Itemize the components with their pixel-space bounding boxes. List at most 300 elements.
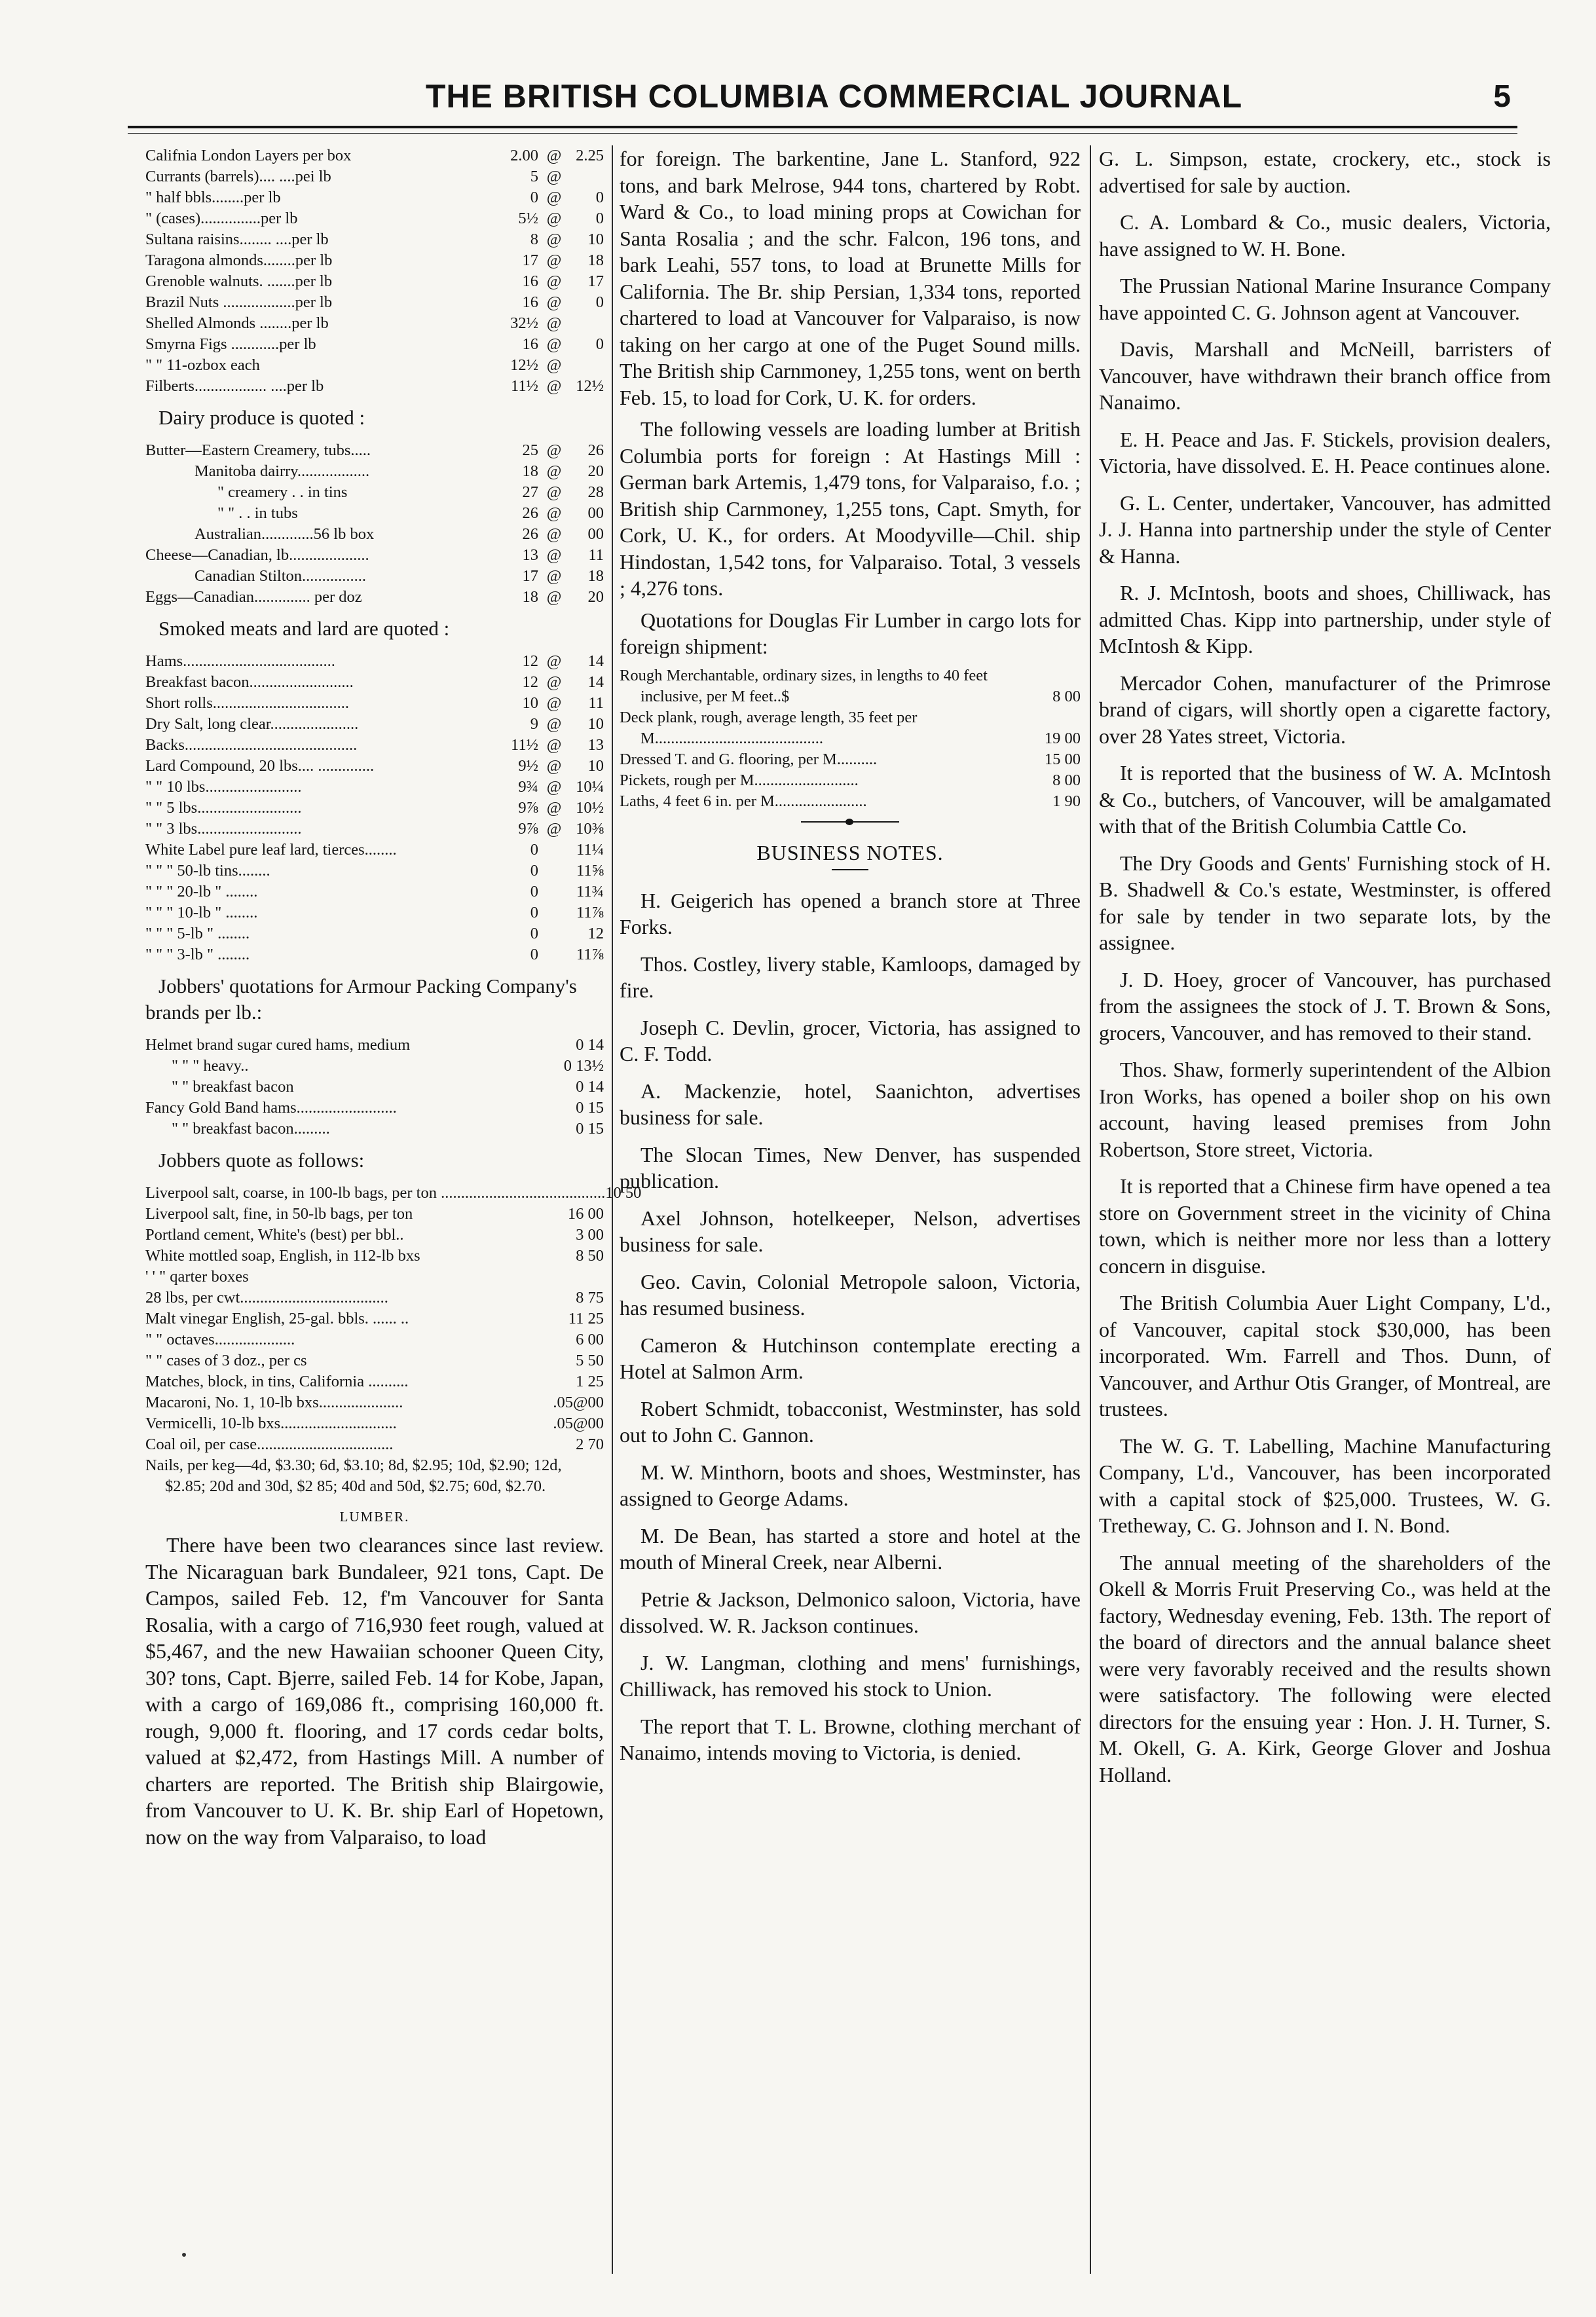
item-price: 8 00	[1052, 687, 1081, 705]
business-notes-list-continued	[1099, 145, 1551, 1788]
jobbers-row	[145, 1225, 604, 1246]
armour-row	[145, 1056, 604, 1077]
price-low: 9⅞	[518, 799, 538, 817]
price-row	[145, 902, 604, 923]
item-name: Liverpool salt, fine, in 50-lb bags, per ton	[145, 1205, 413, 1223]
price-low: 0	[530, 946, 538, 963]
column-markets	[145, 145, 642, 2280]
armour-row	[145, 1098, 604, 1119]
price-low: 8	[530, 231, 538, 248]
item-name: Laths, 4 feet 6 in. per M.......................	[620, 792, 867, 810]
item-name: " " " 50-lb tins........	[145, 862, 270, 880]
item-price: 15 00	[1044, 750, 1081, 768]
price-sep: @	[546, 293, 562, 311]
lumber-heading: LUMBER.	[339, 1509, 410, 1525]
item-name: Australian.............56 lb box	[195, 525, 375, 543]
item-price: .05@00	[553, 1415, 604, 1432]
jobbers-row	[145, 1350, 604, 1371]
lumber-price-row	[620, 665, 1081, 707]
jobbers-row	[145, 1267, 604, 1288]
price-row	[145, 840, 604, 861]
business-note: Davis, Marshall and McNeill, barristers of Vancouver, have withdrawn their branch office from Nanaimo.	[1099, 337, 1551, 414]
item-price: 19 00	[1044, 729, 1081, 747]
price-row	[145, 566, 604, 587]
jobbers-row	[145, 1392, 604, 1413]
price-high: 17	[587, 272, 604, 290]
price-low: 9	[530, 715, 538, 733]
item-name: Deck plank, rough, average length, 35 feet per M..........................................	[620, 708, 918, 747]
price-sep	[538, 881, 570, 902]
business-note: The annual meeting of the shareholders of the Okell & Morris Fruit Preserving Co., was held at the factory, Wednesday evening, Feb. 13th. The report of the board of directors and the annual balance sheet were very favorably received and the results shown were satisfactory. The following were elected directors for the ensuing year : Hon. J. H. Turner, S. M. Okell, G. A. Kirk, George Glover and Joshua Holland.	[1099, 1550, 1551, 1787]
business-notes-heading: BUSINESS NOTES.	[756, 840, 944, 864]
business-note: Petrie & Jackson, Delmonico saloon, Victoria, have dissolved. W. R. Jackson continues.	[620, 1587, 1081, 1637]
item-name: Coal oil, per case..................................	[145, 1436, 394, 1453]
item-name: Matches, block, in tins, California ..........	[145, 1373, 409, 1390]
price-low: 0	[530, 862, 538, 880]
business-note: Axel Johnson, hotelkeeper, Nelson, advertises business for sale.	[620, 1206, 1081, 1256]
jobbers-price-list	[145, 1183, 642, 1455]
item-price: 10 50	[605, 1184, 642, 1202]
price-sep: @	[546, 820, 562, 838]
price-sep: @	[546, 272, 562, 290]
business-note: The report that T. L. Browne, clothing merchant of Nanaimo, intends moving to Victoria, is denied.	[620, 1714, 1081, 1764]
business-note: M. W. Minthorn, boots and shoes, Westminster, has assigned to George Adams.	[620, 1460, 1081, 1510]
jobbers-row	[145, 1371, 604, 1392]
item-price: 0 14	[576, 1078, 604, 1096]
price-sep: @	[546, 715, 562, 733]
item-name: Fancy Gold Band hams.........................	[145, 1099, 397, 1117]
item-name: " " 5 lbs..........................	[145, 799, 302, 817]
dairy-intro: Dairy produce is quoted :	[158, 406, 365, 429]
item-price: .05@00	[553, 1394, 604, 1411]
item-name: Hams......................................	[145, 652, 335, 670]
vessels-paragraph: The following vessels are loading lumber at British Columbia ports for foreign : At Hastings Mill : German bark Artemis, 1,479 tons, for Valparaiso, f.o. ; British ship Carnmoney, 1,255 tons, Capt. Smyth, for Cork, U. K., for orders. At Moodyville—Chil. ship Hindostan, 1,542 tons, for Valparaiso. Total, 3 vessels ; 4,276 tons.	[620, 417, 1081, 600]
price-high: 11⅝	[576, 862, 604, 880]
jobbers-row	[145, 1329, 604, 1350]
price-high: 11⅞	[576, 946, 604, 963]
armour-price-list	[145, 1035, 604, 1140]
price-low: 2.00	[510, 147, 538, 164]
business-note: Robert Schmidt, tobacconist, Westminster, has sold out to John C. Gannon.	[620, 1396, 1081, 1447]
business-note: E. H. Peace and Jas. F. Stickels, provision dealers, Victoria, have dissolved. E. H. Peace continues alone.	[1099, 427, 1551, 477]
business-note: It is reported that a Chinese firm have opened a tea store on Government street in the vicinity of China town, which is neither more nor less than a lottery concern in disguise.	[1099, 1174, 1551, 1278]
business-notes-list	[620, 887, 1081, 1766]
price-low: 16	[522, 335, 538, 353]
armour-intro: Jobbers' quotations for Armour Packing Company's brands per lb.:	[145, 974, 577, 1024]
lumber-paragraph: There have been two clearances since last review. The Nicaraguan bark Bundaleer, 921 tons, Capt. De Campos, sailed Feb. 12, f'm Vancouver for Santa Rosalia, with a cargo of 716,930 feet rough, valued at $5,467, and the new Hawaiian schooner Queen City, 30? tons, Capt. Bjerre, sailed Feb. 14 for Kobe, Japan, with a cargo of 169,086 ft., comprising 160,000 ft. rough, 9,000 ft. flooring, and 17 cords cedar bolts, valued at $2,472, from Hastings Mill. A number of charters are reported. The British ship Blairgowie, from Vancouver to U. K. Br. ship Earl of Hopetown, now on the way from Valparaiso, to load	[145, 1533, 604, 1849]
price-low: 5½	[518, 210, 538, 227]
jobbers-row	[145, 1204, 604, 1225]
price-low: 10	[522, 694, 538, 712]
price-high: 10½	[576, 799, 604, 817]
price-low: 25	[522, 441, 538, 459]
item-name: Brazil Nuts ..................per lb	[145, 293, 333, 311]
jobbers-row	[145, 1434, 604, 1455]
item-price: 0 14	[576, 1036, 604, 1054]
price-high: 14	[587, 673, 604, 691]
business-note: Cameron & Hutchinson contemplate erecting a Hotel at Salmon Arm.	[620, 1333, 1081, 1383]
price-high: 00	[587, 504, 604, 522]
price-high: 13	[587, 736, 604, 754]
item-price: 6 00	[576, 1331, 604, 1348]
item-price: 1 90	[1052, 792, 1081, 810]
price-high: 11⅞	[576, 904, 604, 921]
column-lumber-business	[620, 145, 1081, 2280]
price-high: 11¼	[576, 841, 604, 859]
business-note: The Slocan Times, New Denver, has suspended publication.	[620, 1142, 1081, 1193]
price-high: 20	[587, 462, 604, 480]
business-note: The W. G. T. Labelling, Machine Manufacturing Company, L'd., Vancouver, has been incorporated with a capital stock of $25,000. Trustees, W. G. Tretheway, C. G. Johnson and I. N. Bond.	[1099, 1434, 1551, 1537]
price-row	[145, 334, 604, 355]
business-note: Mercador Cohen, manufacturer of the Primrose brand of cigars, will shortly open a cigarette factory, over 28 Yates street, Victoria.	[1099, 671, 1551, 748]
price-low: 0	[530, 904, 538, 921]
item-name: " " cases of 3 doz., per cs	[145, 1352, 307, 1369]
jobbers-row	[145, 1288, 604, 1308]
armour-row	[145, 1035, 604, 1056]
item-price: 0 13½	[563, 1057, 604, 1075]
item-name: Currants (barrels).... ....pei lb	[145, 168, 331, 185]
price-row	[145, 250, 604, 271]
price-row	[145, 798, 604, 819]
item-name: White Label pure leaf lard, tierces........	[145, 841, 397, 859]
business-note: J. D. Hoey, grocer of Vancouver, has purchased from the assignees the stock of J. T. Brown & Sons, grocers, Vancouver, and has removed to their stand.	[1099, 967, 1551, 1045]
item-name: White mottled soap, English, in 112-lb bxs	[145, 1247, 420, 1265]
business-note: C. A. Lombard & Co., music dealers, Victoria, have assigned to W. H. Bone.	[1099, 210, 1551, 261]
lumber-price-row	[620, 791, 1081, 812]
stray-mark	[182, 2253, 186, 2257]
price-high: 0	[595, 335, 604, 353]
item-name: Filberts.................. ....per lb	[145, 377, 324, 395]
item-name: Smyrna Figs ............per lb	[145, 335, 316, 353]
price-high: 2.25	[576, 147, 604, 164]
item-name: Dressed T. and G. flooring, per M..........	[620, 750, 878, 768]
item-name: Vermicelli, 10-lb bxs.............................	[145, 1415, 397, 1432]
price-row	[145, 503, 604, 524]
price-sep: @	[546, 588, 562, 606]
price-low: 9½	[518, 757, 538, 775]
item-price	[542, 1267, 604, 1288]
price-row	[145, 756, 604, 777]
price-row	[145, 587, 604, 608]
price-high: 26	[587, 441, 604, 459]
price-low: 26	[522, 525, 538, 543]
item-name: " " 11-ozbox each	[145, 356, 260, 374]
item-name: " " breakfast bacon.........	[172, 1120, 330, 1138]
price-row	[145, 861, 604, 881]
price-sep: @	[546, 231, 562, 248]
price-high: 10	[587, 757, 604, 775]
item-name: Taragona almonds........per lb	[145, 251, 333, 269]
price-row	[145, 651, 604, 672]
dairy-price-list	[145, 440, 604, 608]
price-sep: @	[546, 673, 562, 691]
item-name: " " octaves....................	[145, 1331, 295, 1348]
price-row	[145, 271, 604, 292]
price-row	[145, 944, 604, 965]
price-sep	[538, 861, 570, 881]
jobbers-row	[145, 1183, 642, 1204]
price-row	[145, 376, 604, 397]
price-sep: @	[546, 546, 562, 564]
price-low: 11½	[511, 377, 538, 395]
price-high	[570, 355, 604, 376]
item-name: Canadian Stilton................	[195, 567, 366, 585]
price-row	[145, 524, 604, 545]
item-name: Butter—Eastern Creamery, tubs.....	[145, 441, 371, 459]
item-name: " " 3 lbs..........................	[145, 820, 302, 838]
price-high: 11	[588, 694, 604, 712]
item-name: Breakfast bacon..........................	[145, 673, 354, 691]
price-low: 16	[522, 293, 538, 311]
price-low: 5	[530, 168, 538, 185]
price-row	[145, 145, 604, 166]
business-note: J. W. Langman, clothing and mens' furnishings, Chilliwack, has removed his stock to Union.	[620, 1650, 1081, 1701]
item-price: 8 75	[576, 1289, 604, 1307]
price-row	[145, 545, 604, 566]
item-price: 5 50	[576, 1352, 604, 1369]
business-note: The Dry Goods and Gents' Furnishing stock of H. B. Shadwell & Co.'s estate, Westminster, is offered for sale by tender in two separate lots, by the assignee.	[1099, 851, 1551, 954]
price-sep: @	[546, 462, 562, 480]
armour-row	[145, 1077, 604, 1098]
item-price: 0 15	[576, 1099, 604, 1117]
price-low: 18	[522, 462, 538, 480]
price-low: 0	[530, 883, 538, 900]
price-high: 10	[587, 715, 604, 733]
price-high: 20	[587, 588, 604, 606]
price-sep: @	[546, 210, 562, 227]
column-divider	[1090, 145, 1091, 2274]
price-row	[145, 440, 604, 461]
item-name: Liverpool salt, coarse, in 100-lb bags, per ton .........................................	[145, 1184, 606, 1202]
price-low: 11½	[511, 736, 538, 754]
business-note: G. L. Simpson, estate, crockery, etc., stock is advertised for sale by auction.	[1099, 147, 1551, 197]
price-low: 18	[522, 588, 538, 606]
price-low: 12½	[510, 356, 538, 374]
lumber-price-row	[620, 707, 1081, 749]
price-low: 32½	[510, 314, 538, 332]
price-row	[145, 482, 604, 503]
price-high: 14	[587, 652, 604, 670]
item-name: Cheese—Canadian, lb....................	[145, 546, 369, 564]
price-low: 9¾	[518, 778, 538, 796]
column-business-notes	[1099, 145, 1551, 2280]
business-note: The British Columbia Auer Light Company, L'd., of Vancouver, capital stock $30,000, has been incorporated. Wm. Farrell and Thos. Dunn, of Vancouver, and Arthur Otis Granger, of Montreal, are trustees.	[1099, 1291, 1551, 1420]
item-name: " " " 5-lb " ........	[145, 925, 250, 942]
item-name: Grenoble walnuts. .......per lb	[145, 272, 333, 290]
armour-row	[145, 1119, 604, 1140]
item-name: Manitoba dairry..................	[195, 462, 370, 480]
price-low: 0	[530, 925, 538, 942]
price-sep: @	[546, 652, 562, 670]
lumber-price-row	[620, 749, 1081, 770]
item-price: 1 25	[576, 1373, 604, 1390]
price-high: 18	[587, 567, 604, 585]
item-name: Short rolls..................................	[145, 694, 350, 712]
price-row	[145, 187, 604, 208]
price-sep	[538, 923, 570, 944]
price-sep: @	[546, 335, 562, 353]
price-high: 18	[587, 251, 604, 269]
price-sep	[538, 944, 570, 965]
price-high: 0	[595, 189, 604, 206]
fruit-price-list	[145, 145, 604, 397]
item-price: 2 70	[576, 1436, 604, 1453]
header-rule	[128, 126, 1517, 128]
item-name: Malt vinegar English, 25-gal. bbls. ...... ..	[145, 1310, 409, 1327]
price-low: 17	[522, 251, 538, 269]
price-row	[145, 461, 604, 482]
price-row	[145, 313, 604, 334]
price-row	[145, 208, 604, 229]
price-row	[145, 923, 604, 944]
business-note: Thos. Shaw, formerly superintendent of the Albion Iron Works, has opened a boiler shop on his own account, having leased premises from John Robertson, Store street, Victoria.	[1099, 1058, 1551, 1161]
item-name: Macaroni, No. 1, 10-lb bxs.....................	[145, 1394, 403, 1411]
price-sep: @	[546, 567, 562, 585]
price-sep: @	[546, 168, 562, 185]
price-row	[145, 881, 604, 902]
page-header	[157, 71, 1511, 123]
jobbers-row	[145, 1308, 604, 1329]
price-sep: @	[546, 799, 562, 817]
price-high: 28	[587, 483, 604, 501]
price-low: 12	[522, 652, 538, 670]
price-sep: @	[546, 251, 562, 269]
price-row	[145, 714, 604, 735]
price-row	[145, 735, 604, 756]
price-sep: @	[546, 377, 562, 395]
price-low: 9⅞	[518, 820, 538, 838]
page-number: 5	[1493, 79, 1511, 114]
price-sep: @	[546, 356, 562, 374]
item-name: " (cases)...............per lb	[145, 210, 298, 227]
business-note: H. Geigerich has opened a branch store at Three Forks.	[620, 888, 1081, 938]
price-row	[145, 229, 604, 250]
item-name: Dry Salt, long clear......................	[145, 715, 359, 733]
item-name: Helmet brand sugar cured hams, medium	[145, 1036, 411, 1054]
business-note: The Prussian National Marine Insurance Company have appointed C. G. Johnson agent at Vancouver.	[1099, 274, 1551, 324]
item-name: " half bbls........per lb	[145, 189, 281, 206]
jobbers-intro: Jobbers quote as follows:	[158, 1149, 365, 1172]
item-price: 16 00	[567, 1205, 604, 1223]
item-name: " creamery . . in tins	[217, 483, 348, 501]
item-price: 0 15	[576, 1120, 604, 1138]
price-row	[145, 166, 604, 187]
price-high: 0	[595, 293, 604, 311]
item-name: " " " 10-lb " ........	[145, 904, 258, 921]
price-high: 11	[588, 546, 604, 564]
item-price: 3 00	[576, 1226, 604, 1244]
price-high: 0	[595, 210, 604, 227]
price-sep: @	[546, 189, 562, 206]
price-sep: @	[546, 483, 562, 501]
heading-dash	[832, 869, 868, 870]
price-high: 10	[587, 231, 604, 248]
business-note: M. De Bean, has started a store and hotel at the mouth of Mineral Creek, near Alberni.	[620, 1523, 1081, 1574]
business-note: Geo. Cavin, Colonial Metropole saloon, Victoria, has resumed business.	[620, 1269, 1081, 1320]
item-name: " " breakfast bacon	[172, 1078, 294, 1096]
business-note: Joseph C. Devlin, grocer, Victoria, has assigned to C. F. Todd.	[620, 1015, 1081, 1066]
price-high	[570, 313, 604, 334]
price-row	[145, 355, 604, 376]
business-note: G. L. Center, undertaker, Vancouver, has admitted J. J. Hanna into partnership under the style of Center & Hanna.	[1099, 491, 1551, 568]
item-name: " " " heavy..	[172, 1057, 249, 1075]
item-name: Sultana raisins........ ....per lb	[145, 231, 329, 248]
price-high: 10¼	[576, 778, 604, 796]
item-price: 8 00	[1052, 771, 1081, 789]
price-sep: @	[546, 147, 562, 164]
price-low: 13	[522, 546, 538, 564]
price-sep: @	[546, 694, 562, 712]
price-sep	[538, 840, 570, 861]
column-divider	[612, 145, 613, 2274]
section-ornament	[801, 821, 899, 823]
item-name: Lard Compound, 20 lbs.... ..............	[145, 757, 375, 775]
jobbers-row	[145, 1246, 604, 1267]
fir-lumber-price-list	[620, 665, 1081, 812]
price-sep: @	[546, 736, 562, 754]
smoked-meats-price-list	[145, 651, 604, 965]
price-high: 12½	[576, 377, 604, 395]
item-name: " " . . in tubs	[217, 504, 298, 522]
price-sep: @	[546, 441, 562, 459]
item-name: 28 lbs, per cwt.....................................	[145, 1289, 388, 1307]
price-low: 17	[522, 567, 538, 585]
price-high: 11¾	[576, 883, 604, 900]
price-high: 10⅜	[576, 820, 604, 838]
business-note: R. J. McIntosh, boots and shoes, Chilliwack, has admitted Chas. Kipp into partnership, under style of McIntosh & Kipp.	[1099, 581, 1551, 658]
item-name: " " " 20-lb " ........	[145, 883, 258, 900]
journal-title: THE BRITISH COLUMBIA COMMERCIAL JOURNAL	[425, 78, 1243, 115]
price-sep: @	[546, 504, 562, 522]
price-low: 26	[522, 504, 538, 522]
quotations-intro: Quotations for Douglas Fir Lumber in cargo lots for foreign shipment:	[620, 608, 1081, 658]
item-price: 11 25	[568, 1310, 604, 1327]
item-name: " " " 3-lb " ........	[145, 946, 250, 963]
nails-line: Nails, per keg—4d, $3.30; 6d, $3.10; 8d, $2.95; 10d, $2.90; 12d, $2.85; 20d and 30d, $2 85; 40d and 50d, $2.75; 60d, $2.70.	[145, 1456, 562, 1495]
business-note: Thos. Costley, livery stable, Kamloops, damaged by fire.	[620, 952, 1081, 1002]
price-row	[145, 672, 604, 693]
price-low: 27	[522, 483, 538, 501]
item-name: Califnia London Layers per box	[145, 147, 352, 164]
price-low: 16	[522, 272, 538, 290]
lumber-continued-paragraph: for foreign. The barkentine, Jane L. Stanford, 922 tons, and bark Melrose, 944 tons, chartered by Robt. Ward & Co., to load mining props at Cowichan for Santa Rosalia ; and the schr. Falcon, 196 tons, and bark Leahi, 557 tons, to load at Brunette Mills for California. The Br. ship Persian, 1,334 tons, reported chartered to load at Vancouver for Valparaiso, is now taking on her cargo at one of the Puget Sound mills. The British ship Carnmoney, 1,255 tons, went on berth Feb. 15, to load for Cork, U. K. for orders.	[620, 147, 1081, 409]
price-high: 00	[587, 525, 604, 543]
jobbers-row	[145, 1413, 604, 1434]
business-note: A. Mackenzie, hotel, Saanichton, advertises business for sale.	[620, 1079, 1081, 1129]
price-row	[145, 292, 604, 313]
item-name: ' ' " qarter boxes	[145, 1268, 249, 1286]
lumber-price-row	[620, 770, 1081, 791]
item-name: Shelled Almonds ........per lb	[145, 314, 329, 332]
price-sep: @	[546, 778, 562, 796]
smoked-intro: Smoked meats and lard are quoted :	[158, 617, 450, 640]
price-low: 12	[522, 673, 538, 691]
price-low: 0	[530, 189, 538, 206]
header-rule-thin	[128, 133, 1517, 134]
price-low: 0	[530, 841, 538, 859]
item-name: Eggs—Canadian.............. per doz	[145, 588, 362, 606]
item-name: Pickets, rough per M..........................	[620, 771, 859, 789]
item-price: 8 50	[576, 1247, 604, 1265]
item-name: Portland cement, White's (best) per bbl..	[145, 1226, 404, 1244]
item-name: " " 10 lbs........................	[145, 778, 302, 796]
price-row	[145, 777, 604, 798]
price-row	[145, 693, 604, 714]
item-name: Rough Merchantable, ordinary sizes, in lengths to 40 feet inclusive, per M feet..$	[620, 666, 988, 705]
price-sep: @	[546, 757, 562, 775]
price-sep: @	[546, 525, 562, 543]
price-high	[570, 166, 604, 187]
